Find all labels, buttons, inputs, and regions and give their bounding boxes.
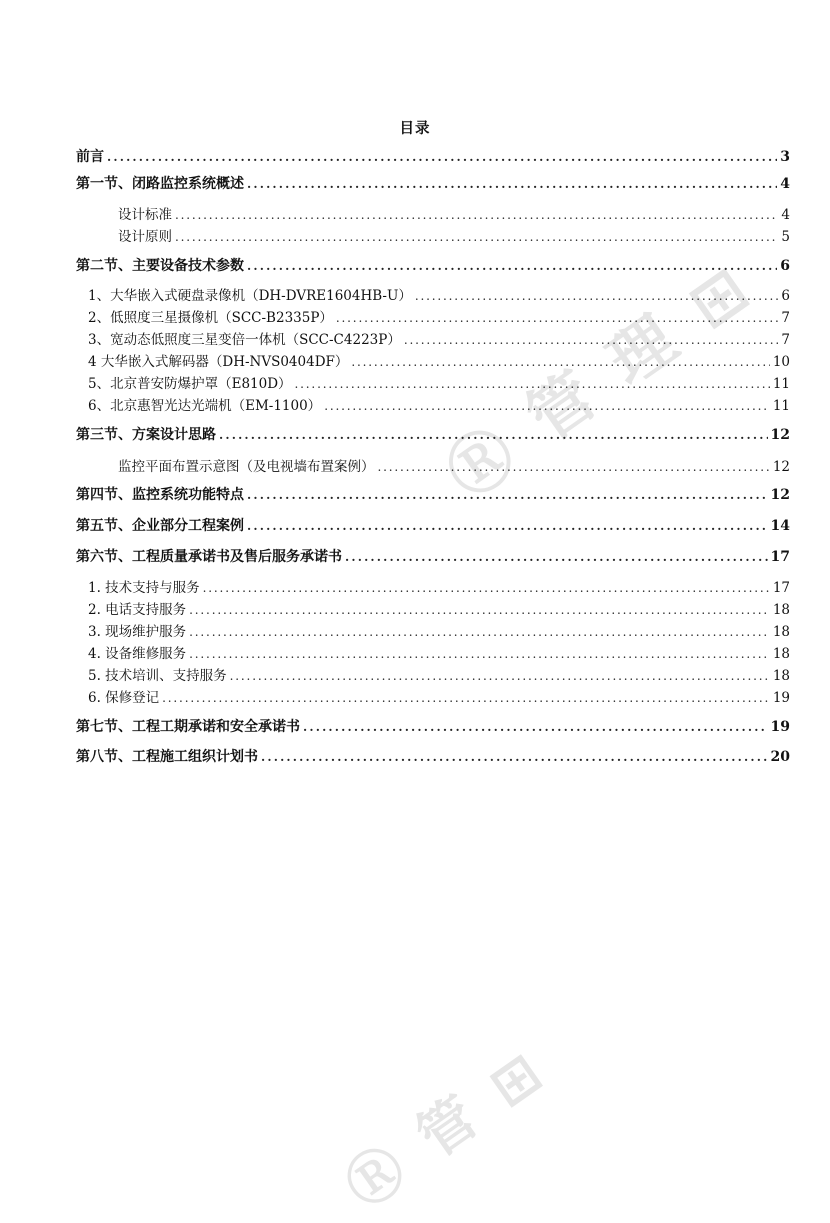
dot-leader [189, 603, 770, 617]
toc-entry[interactable] [76, 664, 790, 686]
dot-leader [324, 399, 770, 413]
dot-leader [219, 428, 768, 442]
toc-page-number: 17 [772, 580, 790, 596]
toc-page-number: 19 [770, 719, 790, 735]
toc-entry-label: 6、北京惠智光达光端机（EM-1100） [88, 398, 322, 414]
dot-leader [175, 208, 778, 222]
toc-entry-label: 4. 设备维修服务 [88, 646, 187, 662]
toc-entry-label: 第三节、方案设计思路 [76, 427, 216, 443]
toc-page-number: 10 [772, 354, 790, 370]
toc-entry[interactable] [76, 350, 790, 372]
toc-entry-label: 第七节、工程工期承诺和安全承诺书 [76, 719, 300, 735]
toc-entry[interactable] [76, 284, 790, 306]
toc-page-number: 12 [770, 427, 790, 443]
dot-leader [247, 177, 777, 191]
toc-entry-label: 5、北京普安防爆护罩（E810D） [88, 376, 292, 392]
toc-page-number: 3 [780, 149, 790, 165]
toc-entry-label: 第八节、工程施工组织计划书 [76, 749, 258, 765]
dot-leader [303, 720, 768, 734]
dot-leader [345, 550, 768, 564]
dot-leader [107, 150, 777, 164]
toc-page-number: 7 [781, 332, 790, 348]
watermark: Ⓡ 管 ⊞ [334, 1036, 559, 1221]
toc-entry[interactable] [76, 328, 790, 350]
dot-leader [351, 355, 769, 369]
toc-entry[interactable] [76, 620, 790, 642]
toc-entry[interactable] [76, 203, 790, 225]
toc-page-number: 6 [780, 258, 790, 274]
watermark: Ⓡ 管 理 ⊞ [434, 248, 768, 513]
dot-leader [295, 377, 770, 391]
toc-entry[interactable] [76, 225, 790, 255]
toc-page-number: 11 [772, 398, 790, 414]
toc-entry[interactable] [76, 716, 790, 746]
dot-leader [247, 259, 777, 273]
dot-leader [189, 625, 770, 639]
toc-entry-label: 设计原则 [118, 229, 172, 245]
toc-page-number: 12 [770, 487, 790, 503]
toc-entry-label: 设计标准 [118, 207, 172, 223]
toc-entry-label: 第一节、闭路监控系统概述 [76, 176, 244, 192]
toc-entry[interactable] [76, 746, 790, 774]
toc-entry[interactable] [76, 546, 790, 576]
dot-leader [336, 311, 778, 325]
toc-page-number: 12 [772, 459, 790, 475]
toc-page-number: 19 [772, 690, 790, 706]
dot-leader [162, 691, 770, 705]
toc-entry-label: 1、大华嵌入式硬盘录像机（DH-DVRE1604HB-U） [88, 288, 412, 304]
dot-leader [404, 333, 779, 347]
toc-entry[interactable] [76, 686, 790, 716]
toc-title: 目录 [399, 120, 431, 137]
toc-page-number: 18 [772, 602, 790, 618]
toc-page-number: 6 [781, 288, 790, 304]
dot-leader [261, 750, 768, 764]
dot-leader [189, 647, 770, 661]
toc-page-number: 18 [772, 646, 790, 662]
toc-entry[interactable] [76, 598, 790, 620]
table-of-contents [76, 146, 790, 774]
dot-leader [247, 519, 768, 533]
dot-leader [203, 581, 770, 595]
toc-entry-label: 2. 电话支持服务 [88, 602, 187, 618]
toc-entry-label: 4 大华嵌入式解码器（DH-NVS0404DF） [88, 354, 349, 370]
toc-entry[interactable] [76, 146, 790, 173]
toc-page-number: 17 [770, 549, 790, 565]
toc-page-number: 14 [770, 518, 790, 534]
toc-entry-label: 第四节、监控系统功能特点 [76, 487, 244, 503]
toc-entry-label: 3、宽动态低照度三星变倍一体机（SCC-C4223P） [88, 332, 401, 348]
dot-leader [230, 669, 770, 683]
toc-entry-label: 第六节、工程质量承诺书及售后服务承诺书 [76, 549, 342, 565]
toc-entry[interactable] [76, 255, 790, 284]
toc-entry-label: 5. 技术培训、支持服务 [88, 668, 227, 684]
dot-leader [378, 460, 770, 474]
toc-entry[interactable] [76, 642, 790, 664]
toc-entry[interactable] [76, 455, 790, 484]
toc-entry-label: 2、低照度三星摄像机（SCC-B2335P） [88, 310, 333, 326]
toc-page-number: 5 [781, 229, 790, 245]
toc-entry-label: 第五节、企业部分工程案例 [76, 518, 244, 534]
toc-page-number: 4 [781, 207, 790, 223]
toc-entry[interactable] [76, 484, 790, 515]
toc-entry[interactable] [76, 515, 790, 546]
dot-leader [175, 230, 778, 244]
toc-page-number: 11 [772, 376, 790, 392]
toc-entry[interactable] [76, 306, 790, 328]
toc-entry[interactable] [76, 372, 790, 394]
toc-page-number: 7 [781, 310, 790, 326]
toc-entry[interactable] [76, 424, 790, 455]
toc-entry[interactable] [76, 394, 790, 424]
toc-entry-label: 6. 保修登记 [88, 690, 160, 706]
toc-entry-label: 监控平面布置示意图（及电视墙布置案例） [118, 459, 375, 475]
toc-entry-label: 第二节、主要设备技术参数 [76, 258, 244, 274]
toc-entry-label: 1. 技术支持与服务 [88, 580, 200, 596]
toc-entry[interactable] [76, 173, 790, 203]
toc-entry-label: 前言 [76, 149, 104, 165]
toc-page-number: 20 [770, 749, 790, 765]
toc-entry[interactable] [76, 576, 790, 598]
toc-entry-label: 3. 现场维护服务 [88, 624, 187, 640]
dot-leader [247, 488, 768, 502]
toc-page-number: 18 [772, 668, 790, 684]
dot-leader [415, 289, 779, 303]
toc-page-number: 18 [772, 624, 790, 640]
toc-page-number: 4 [780, 176, 790, 192]
